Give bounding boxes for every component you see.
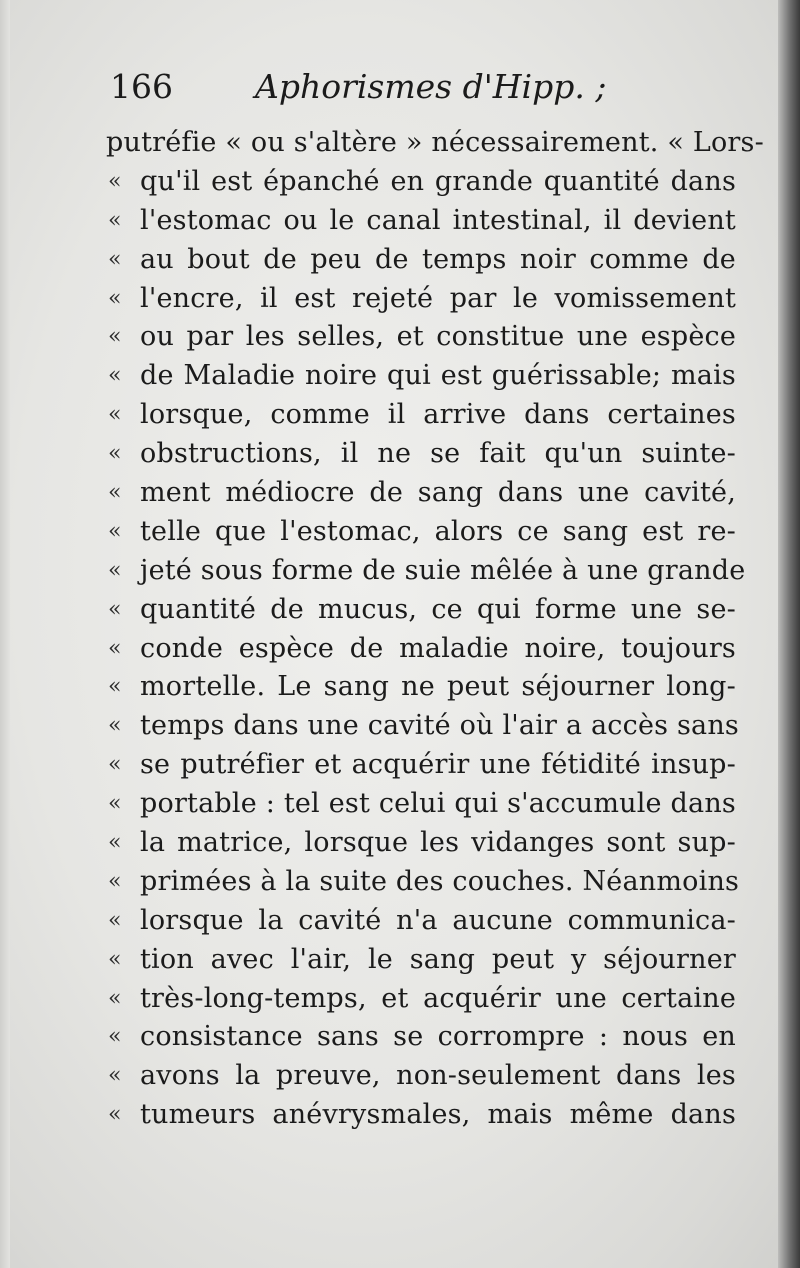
quotation-mark: « xyxy=(108,557,122,583)
line-text: l'encre, il est rejeté par le vomissement xyxy=(140,282,736,314)
quotation-mark: « xyxy=(108,1063,122,1089)
quotation-mark: « xyxy=(108,246,122,272)
line-text: avons la preuve, non-seulement dans les xyxy=(140,1060,736,1092)
text-line xyxy=(108,862,740,901)
line-text: tumeurs anévrysmales, mais même dans xyxy=(140,1099,736,1131)
text-line xyxy=(108,162,736,201)
line-text: putréfie « ou s'altère » nécessairement. « Lors- xyxy=(106,126,764,158)
line-text: mortelle. Le sang ne peut séjourner long- xyxy=(140,671,736,703)
page-gutter-shadow xyxy=(778,0,800,1268)
quotation-mark: « xyxy=(108,479,122,505)
line-text: obstructions, il ne se fait qu'un suinte- xyxy=(140,438,736,470)
page-left-edge xyxy=(0,0,10,1268)
text-line xyxy=(108,823,736,862)
line-text: conde espèce de maladie noire, toujours xyxy=(140,632,736,664)
quotation-mark: « xyxy=(108,1102,122,1128)
line-text: de Maladie noire qui est guérissable; mais xyxy=(140,360,736,392)
quotation-mark: « xyxy=(108,674,122,700)
quotation-mark: « xyxy=(108,441,122,467)
line-text: consistance sans se corrompre : nous en xyxy=(140,1021,736,1053)
quotation-mark: « xyxy=(108,635,122,661)
line-text: très-long-temps, et acquérir une certaine xyxy=(140,982,736,1014)
line-text: quantité de mucus, ce qui forme une se- xyxy=(140,593,736,625)
text-line xyxy=(108,706,739,745)
quotation-mark: « xyxy=(108,829,122,855)
quotation-mark: « xyxy=(108,868,122,894)
quotation-mark: « xyxy=(108,285,122,311)
quotation-mark: « xyxy=(108,363,122,389)
page-number: 166 xyxy=(110,67,173,106)
text-line xyxy=(108,512,736,551)
quotation-mark: « xyxy=(108,402,122,428)
quotation-mark: « xyxy=(108,1024,122,1050)
line-text: tion avec l'air, le sang peut y séjourner xyxy=(140,943,736,975)
text-line xyxy=(108,1095,736,1134)
line-text: au bout de peu de temps noir comme de xyxy=(140,243,736,275)
quotation-mark: « xyxy=(108,791,122,817)
text-line xyxy=(108,434,736,473)
text-line xyxy=(108,279,736,318)
line-text: la matrice, lorsque les vidanges sont sup- xyxy=(140,826,736,858)
quotation-mark: « xyxy=(108,907,122,933)
body-text xyxy=(106,123,764,1134)
text-line xyxy=(108,1056,736,1095)
text-line xyxy=(108,629,736,668)
quotation-mark: « xyxy=(108,207,122,233)
quotation-mark: « xyxy=(108,752,122,778)
text-line xyxy=(108,1017,736,1056)
quotation-mark: « xyxy=(108,985,122,1011)
page-header xyxy=(110,62,610,112)
quotation-mark: « xyxy=(108,713,122,739)
text-line xyxy=(108,745,736,784)
text-line xyxy=(108,667,736,706)
quotation-mark: « xyxy=(108,518,122,544)
quotation-mark: « xyxy=(108,168,122,194)
line-text: lorsque la cavité n'a aucune communica- xyxy=(140,904,736,936)
line-text: ou par les selles, et constitue une espèce xyxy=(140,321,736,353)
text-line xyxy=(108,590,736,629)
text-line xyxy=(108,201,736,240)
text-line xyxy=(106,123,764,162)
line-text: portable : tel est celui qui s'accumule dans xyxy=(140,788,736,820)
running-title: Aphorismes d'Hipp. ; xyxy=(255,67,607,106)
line-text: telle que l'estomac, alors ce sang est re- xyxy=(140,515,736,547)
quotation-mark: « xyxy=(108,324,122,350)
text-line xyxy=(108,395,736,434)
line-text: temps dans une cavité où l'air a accès sans xyxy=(140,710,739,742)
quotation-mark: « xyxy=(108,596,122,622)
line-text: se putréfier et acquérir une fétidité insup- xyxy=(140,749,736,781)
text-line xyxy=(108,240,736,279)
quotation-mark: « xyxy=(108,946,122,972)
text-line xyxy=(108,551,746,590)
text-line xyxy=(108,356,736,395)
text-line xyxy=(108,940,736,979)
line-text: primées à la suite des couches. Néanmoins xyxy=(140,865,740,897)
line-text: ment médiocre de sang dans une cavité, xyxy=(140,476,736,508)
text-line xyxy=(108,979,736,1018)
line-text: qu'il est épanché en grande quantité dans xyxy=(140,165,736,197)
line-text: lorsque, comme il arrive dans certaines xyxy=(140,399,736,431)
text-line xyxy=(108,901,736,940)
line-text: jeté sous forme de suie mêlée à une grande xyxy=(140,554,746,586)
text-line xyxy=(108,784,736,823)
line-text: l'estomac ou le canal intestinal, il devient xyxy=(140,204,736,236)
text-line xyxy=(108,317,736,356)
text-line xyxy=(108,473,736,512)
